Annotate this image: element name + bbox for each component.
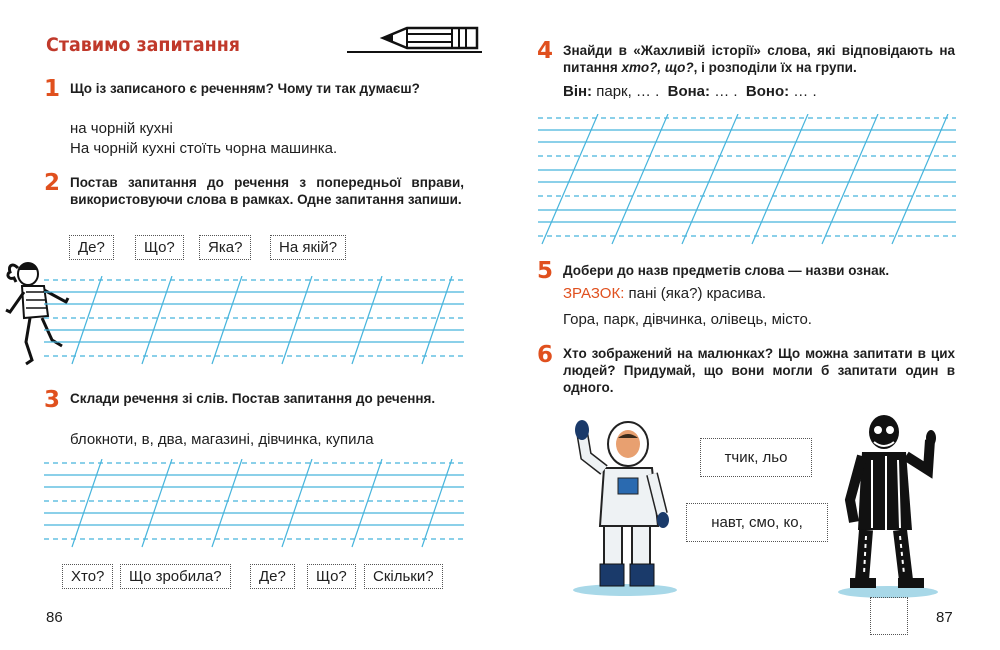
- word-box: Що?: [135, 235, 184, 260]
- task-text: Постав запитання до речення з попередньої вправи, використовуючи слова в рамках. Одне запитання запиши.: [70, 175, 464, 207]
- word-box: тчик, льо: [700, 438, 812, 477]
- page-number: 86: [46, 609, 63, 626]
- text-line: На чорній кухні стоїть чорна машинка.: [70, 140, 338, 157]
- task-text: Хто зображений на малюнках? Що можна запитати в цих людей? Придумай, що вони могли б запитати один в одного.: [563, 346, 955, 395]
- task-number: 1: [44, 76, 61, 102]
- word-box: навт, смо, ко,: [686, 503, 828, 542]
- empty-box: [870, 597, 908, 635]
- sample-line: ЗРАЗОК: пані (яка?) красива.: [563, 285, 767, 302]
- page-title: Ставимо запитання: [46, 34, 241, 56]
- task-number: 6: [537, 342, 554, 368]
- task-text: Що із записаного є реченням? Чому ти так думаєш?: [70, 81, 420, 96]
- task-number: 5: [537, 258, 554, 284]
- word-box: На якій?: [270, 235, 346, 260]
- aviator-illustration: [832, 410, 942, 600]
- writing-lines: [44, 459, 464, 551]
- word-list: блокноти, в, два, магазині, дівчинка, купила: [70, 431, 374, 448]
- word-groups: Він: парк, … . Вона: … . Воно: … .: [563, 83, 817, 100]
- task-number: 4: [537, 38, 554, 64]
- word-box: Яка?: [199, 235, 251, 260]
- word-box: Що зробила?: [120, 564, 231, 589]
- task-text: Добери до назв предметів слова — назви ознак.: [563, 263, 890, 278]
- writing-lines: [538, 114, 956, 246]
- word-box: Хто?: [62, 564, 113, 589]
- pencil-icon: [347, 22, 482, 58]
- word-list: Гора, парк, дівчинка, олівець, місто.: [563, 311, 812, 328]
- word-box: Що?: [307, 564, 356, 589]
- task-text: Склади речення зі слів. Постав запитання до речення.: [70, 391, 436, 406]
- text-line: на чорній кухні: [70, 120, 173, 137]
- task-number: 2: [44, 170, 61, 196]
- astronaut-illustration: [570, 418, 680, 598]
- writing-lines: [44, 276, 464, 368]
- task-number: 3: [44, 387, 61, 413]
- task-text: Знайди в «Жахливій історії» слова, які відповідають на питання хто?, що?, і розподіли їх на групи.: [563, 43, 955, 75]
- word-box: Де?: [69, 235, 114, 260]
- page-number: 87: [936, 609, 953, 626]
- word-box: Де?: [250, 564, 295, 589]
- word-box: Скільки?: [364, 564, 443, 589]
